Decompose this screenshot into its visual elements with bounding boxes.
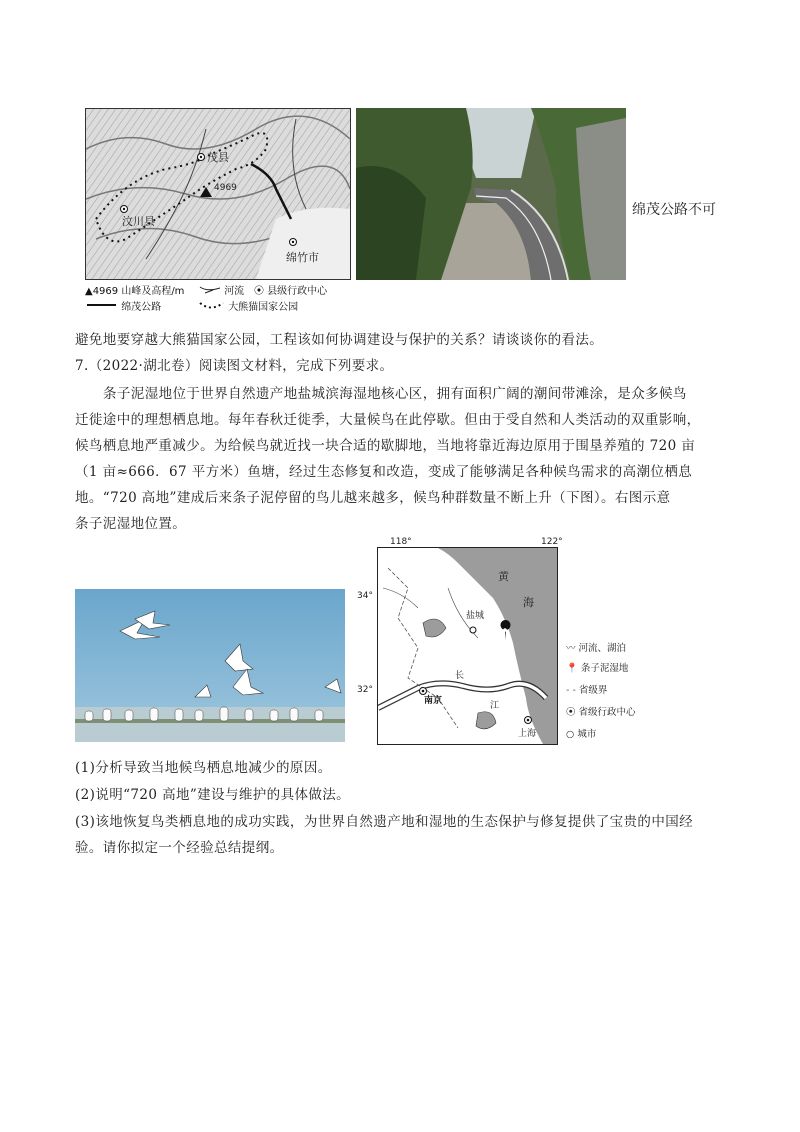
terrain-map [85,108,351,280]
dashed-line-icon: - - [566,685,576,696]
legend-county-center: ⦿ 县级行政中心 [254,286,328,297]
provincial-center-icon: ⦿ [566,707,576,718]
city-shanghai: 上海 [518,729,537,739]
river-label-chang: 长 [455,671,465,681]
river-lake-icon: 〰 [566,643,576,654]
q7-sub-question-1: (1)分析导致当地候鸟栖息地减少的原因。 [75,760,332,776]
river-icon [199,284,221,294]
legend2-city: ○ 城市 [566,729,597,740]
q7-para-line-2: 迁徙途中的理想栖息地。每年春秋迁徙季，大量候鸟在此停歇。但由于受自然和人类活动的双重影响， [75,412,701,428]
q7-sub-question-3: (3)该地恢复鸟类栖息地的成功实践，为世界自然遗产地和湿地的生态保护与修复提供了宝贵的中国经 [75,814,694,830]
highway-photo-drawing [356,108,626,280]
q7-sub-question-3-cont: 验。请你拟定一个经验总结提纲。 [75,840,284,856]
location-pin-icon: 📍 [566,663,578,674]
q7-para-line-3: 候鸟栖息地严重减少。为给候鸟就近找一块合适的歇脚地，当地将靠近海边原用于围垦养殖的 720 亩 [75,438,696,454]
lat-34: 34° [357,591,373,601]
city-nanjing: 南京 [424,696,443,706]
highway-photo [356,108,626,280]
q6-continued-text: 避免地要穿越大熊猫国家公园，工程该如何协调建设与保护的关系？请谈谈你的看法。 [75,332,604,348]
road-icon [86,300,118,310]
legend2-wetland: 📍 条子泥湿地 [566,663,629,674]
location-map-drawing [378,548,557,744]
q7-para-line-6: 条子泥湿地位置。 [75,516,187,532]
location-map [377,547,558,745]
lon-122: 122° [541,537,563,547]
legend2-provincial: ⦿ 省级行政中心 [566,707,636,718]
q7-sub-question-2: (2)说明“720 高地”建设与维护的具体做法。 [75,787,351,803]
q7-number: 7. [75,358,89,374]
city-icon: ○ [566,729,575,740]
legend-river: 河流 [199,282,244,297]
legend2-boundary: - - 省级界 [566,685,608,696]
sea-label-huang: 黄 [498,570,509,583]
legend-road: 绵茂公路 [86,298,161,313]
legend-park: 大熊猫国家公园 [199,298,298,313]
birds-photo-drawing [75,589,345,742]
lon-118: 118° [390,537,412,547]
label-mianzhu: 绵竹市 [286,251,319,264]
q7-para-line-1: 条子泥湿地位于世界自然遗产地盐城滨海湿地核心区，拥有面积广阔的潮间带滩涂，是众多候鸟 [103,386,687,402]
county-center-icon: ⦿ [254,286,264,297]
q7-source: （2022·湖北卷）阅读图文材料，完成下列要求。 [88,358,394,374]
label-peak: 4969 [214,183,237,193]
fig1-side-text: 绵茂公路不可 [632,202,716,218]
label-wenchuan: 汶川县 [122,215,155,228]
q7-para-line-5: 地。“720 高地”建成后来条子泥停留的鸟儿越来越多，候鸟种群数量不断上升（下图）。右图示意 [75,490,671,506]
label-maoxian: 茂县 [207,151,229,164]
park-boundary-icon [199,300,225,310]
q7-header [75,353,393,379]
birds-photo [75,589,345,742]
legend-peak: ▲4969 山峰及高程/m [85,286,185,297]
legend2-river: 〰 河流、湖泊 [566,643,627,654]
river-label-jiang: 江 [490,701,500,711]
sea-label-hai: 海 [523,596,534,609]
q7-para-line-4: （1 亩≈666．67 平方米）鱼塘，经过生态修复和改造，变成了能够满足各种候鸟需求的高潮位栖息 [75,464,693,480]
lat-32: 32° [357,685,373,695]
city-yancheng: 盐城 [466,611,485,621]
